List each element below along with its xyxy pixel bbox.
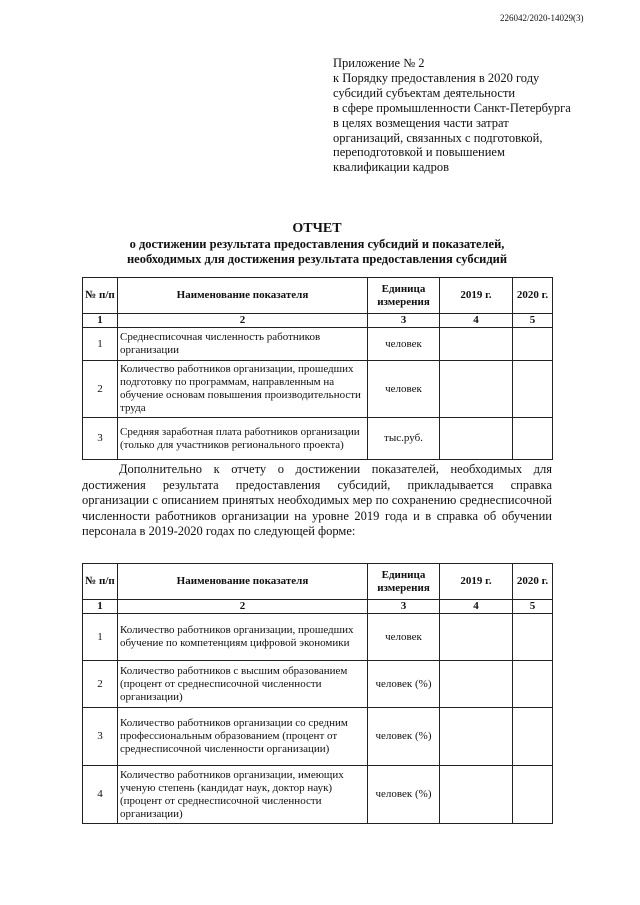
value-2019[interactable] (440, 661, 513, 708)
row-number: 1 (83, 328, 118, 361)
column-number: 3 (368, 314, 440, 328)
report-title (82, 220, 552, 267)
indicator-name: Количество работников с высшим образованием (процент от среднесписочной численности организации) (118, 661, 368, 708)
training-table (82, 563, 553, 824)
document-number: 226042/2020-14029(3) (500, 13, 584, 23)
column-header: Единица измерения (368, 564, 440, 600)
indicator-name: Количество работников организации со средним профессиональным образованием (процент от среднесписочной численности организации) (118, 708, 368, 766)
table-row (83, 614, 553, 661)
value-2019[interactable] (440, 708, 513, 766)
value-2019[interactable] (440, 361, 513, 418)
annex-line: квалификации кадров (333, 160, 450, 175)
column-header: 2019 г. (440, 278, 513, 314)
subtitle-line: необходимых для достижения результата предоставления субсидий (126, 252, 508, 266)
row-number: 1 (83, 614, 118, 661)
column-number: 4 (440, 314, 513, 328)
column-header: Наименование показателя (118, 278, 368, 314)
value-2019[interactable] (440, 614, 513, 661)
row-number: 3 (83, 418, 118, 460)
table-row (83, 661, 553, 708)
column-header: 2020 г. (513, 278, 553, 314)
table-row (83, 708, 553, 766)
indicator-name: Среднесписочная численность работников организации (118, 328, 368, 361)
annex-line: субсидий субъектам деятельности (333, 85, 516, 100)
column-number: 2 (118, 314, 368, 328)
header-row (83, 278, 553, 314)
column-number: 5 (513, 314, 553, 328)
unit: человек (368, 614, 440, 661)
column-header: 2019 г. (440, 564, 513, 600)
value-2020[interactable] (513, 614, 553, 661)
column-number: 1 (83, 314, 118, 328)
column-number: 4 (440, 600, 513, 614)
value-2020[interactable] (513, 361, 553, 418)
table-row (83, 766, 553, 824)
unit: человек (%) (368, 766, 440, 824)
table-row (83, 328, 553, 361)
column-number: 2 (118, 600, 368, 614)
value-2020[interactable] (513, 661, 553, 708)
header-row (83, 564, 553, 600)
value-2020[interactable] (513, 328, 553, 361)
value-2019[interactable] (440, 328, 513, 361)
column-header: 2020 г. (513, 564, 553, 600)
unit: человек (368, 328, 440, 361)
value-2019[interactable] (440, 766, 513, 824)
column-number: 3 (368, 600, 440, 614)
row-number: 2 (83, 661, 118, 708)
table-row (83, 361, 553, 418)
column-number-row (83, 314, 553, 328)
indicator-name: Средняя заработная плата работников организации (только для участников регионального проекта) (118, 418, 368, 460)
table-row (83, 418, 553, 460)
indicator-name: Количество работников организации, имеющих ученую степень (кандидат наук, доктор наук) (процент от среднесписочной численности организации) (118, 766, 368, 824)
column-header: № п/п (83, 278, 118, 314)
body-paragraph: Дополнительно к отчету о достижении показателей, необходимых для достижения результата предоставления субсидий, прикладывается справка организации с описанием принятых необходимых мер по сохранению среднесписочной численности работников организации на уровне 2019 года и в справка об обучении персонала в 2019-2020 годах по следующей форме: (82, 462, 552, 539)
unit: тыс.руб. (368, 418, 440, 460)
annex-line: в сфере промышленности Санкт-Петербурга (333, 100, 571, 115)
annex-line: организаций, связанных с подготовкой, (333, 130, 543, 145)
value-2019[interactable] (440, 418, 513, 460)
unit: человек (368, 361, 440, 418)
value-2020[interactable] (513, 766, 553, 824)
annex-line: Приложение № 2 (333, 56, 425, 70)
subtitle-line: о достижении результата предоставления субсидий и показателей, (129, 237, 505, 251)
unit: человек (%) (368, 708, 440, 766)
unit: человек (%) (368, 661, 440, 708)
title: ОТЧЕТ (292, 221, 342, 236)
column-number-row (83, 600, 553, 614)
column-number: 1 (83, 600, 118, 614)
row-number: 4 (83, 766, 118, 824)
value-2020[interactable] (513, 708, 553, 766)
column-header: Единица измерения (368, 278, 440, 314)
row-number: 3 (83, 708, 118, 766)
column-header: Наименование показателя (118, 564, 368, 600)
column-header: № п/п (83, 564, 118, 600)
indicator-name: Количество работников организации, прошедших обучение по компетенциям цифровой экономики (118, 614, 368, 661)
annex-line: в целях возмещения части затрат (333, 115, 509, 130)
value-2020[interactable] (513, 418, 553, 460)
annex-header (333, 56, 571, 175)
report-table (82, 277, 553, 460)
row-number: 2 (83, 361, 118, 418)
column-number: 5 (513, 600, 553, 614)
indicator-name: Количество работников организации, прошедших подготовку по программам, направленным на обучение основам повышения производительности труда (118, 361, 368, 418)
annex-line: к Порядку предоставления в 2020 году (333, 70, 540, 85)
annex-line: переподготовкой и повышением (333, 145, 505, 160)
